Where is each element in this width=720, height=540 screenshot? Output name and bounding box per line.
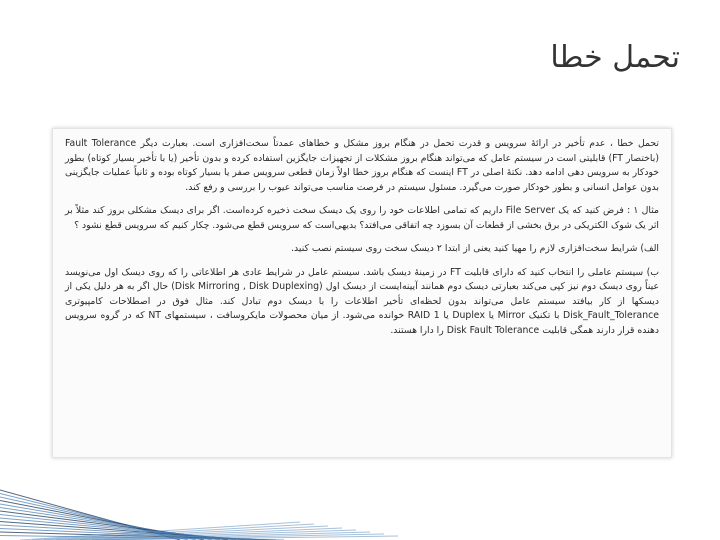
decorative-corner-lines <box>0 460 720 540</box>
paragraph-example: مثال ۱ : فرض کنید که یک File Server داریم که تمامی اطلاعات خود را روی یک دیسک سخت ذخیره کرده‌است. اگر برای دیسک مشکلی بروز کند مثلاً بر اثر یک شوک الکتریکی در برق بخشی از قطعات آن بسوزد چه اتفاقی می‌افتد؟ بدیهی‌است که سرویس قطع می‌شود. چکار کنیم که سرویس قطع نشود ؟ <box>65 205 659 231</box>
document-image <box>52 128 672 458</box>
slide-title: تحمل خطا <box>550 40 680 75</box>
paragraph-definition: تحمل خطا ، عدم تأخیر در ارائهٔ سرویس و قدرت تحمل در هنگام بروز مشکل و خطاهای عمدتاً سخت‌افزاری است. بعبارت دیگر Fault Tolerance (باختصار FT) قابلیتی است در سیستم عامل که می‌تواند هنگام بروز مشکلات از تجهیزات جایگزین استفاده کرده و بدون تأخیر (یا با تأخیر بسیار کوتاه) بطور خودکار به سرویس دهی ادامه دهد. نکتهٔ اصلی در FT اینست که هنگام بروز خطا اولاً زمان قطعی سرویس صفر یا بسیار کوتاه بوده و ثانیاً عملیات جایگزینی بدون عوامل انسانی و بطور خودکار صورت می‌گیرد. مسئول سیستم در فرصت مناسب می‌تواند عیوب را بررسی و رفع کند. <box>65 138 660 193</box>
paragraph-step-a: الف) شرایط سخت‌افزاری لازم را مهیا کنید یعنی از ابتدا ۲ دیسک سخت روی سیستم نصب کنید. <box>291 243 659 254</box>
paragraph-step-b: ب) سیستم عاملی را انتخاب کنید که دارای قابلیت FT در زمینهٔ دیسک باشد. سیستم عامل در شرایط عادی هر اطلاعاتی را که روی دیسک اول می‌نویسد عیناً روی دیسک دوم نیز کپی می‌کند بعبارتی دیسک دوم همانند آیینه‌ایست از دیسک اول (Disk Mirroring , Disk Duplexing) حال اگر به هر دلیل یکی از دیسکها از کار بیافتد سیستم عامل می‌تواند بدون لحظه‌ای تأخیر اطلاعات را با دیسک دوم تبادل کند. مثال فوق در اصطلاحات کامپیوتری Disk_Fault_Tolerance با تکنیک Mirror یا Duplex یا RAID 1 خوانده می‌شود. از میان محصولات مایکروسافت ، سیستمهای NT که در گروه سرویس دهنده قرار دارند همگی قابلیت Disk Fault Tolerance را دارا هستند. <box>65 266 659 336</box>
